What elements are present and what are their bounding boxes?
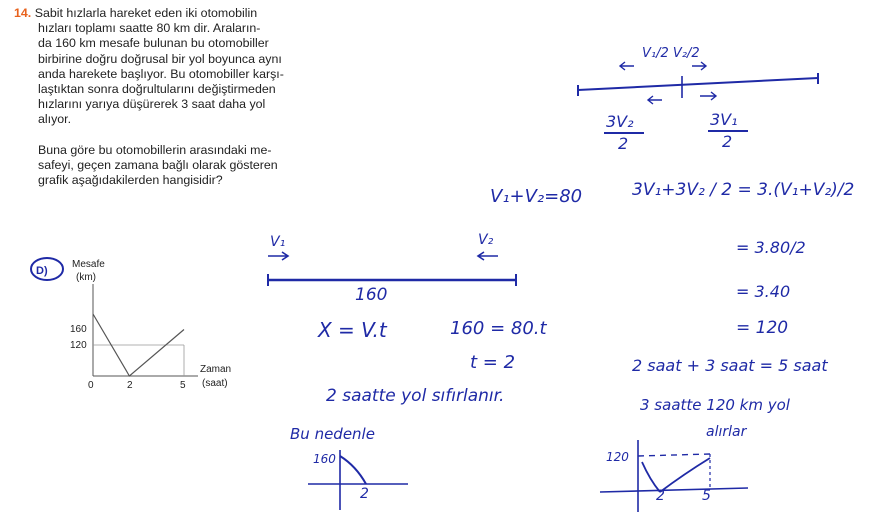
hw-dist-right-den: 2: [722, 132, 733, 151]
question-line-6: laştıktan sonra doğrultularını değiştirmeden: [38, 82, 276, 97]
question-line-3: da 160 km mesafe bulunan bu otomobiller: [38, 36, 269, 51]
question-line-5: anda harekete başlıyor. Bu otomobiller karşı-: [38, 66, 284, 81]
hw-substitution: 160 = 80.t: [450, 318, 547, 339]
x-axis-label: Zaman: [200, 364, 232, 375]
question-line-8: alıyor.: [38, 112, 72, 127]
hw-note-3h-1: 3 saatte 120 km yol: [640, 396, 790, 414]
prompt-line-2: safeyi, geçen zamana bağlı olarak gösteren: [38, 157, 278, 172]
x-axis-unit: (saat): [202, 378, 228, 389]
question-line-4: birbirine doğru doğrusal bir yol boyunca aynı: [38, 51, 282, 66]
hw-dist-left-num: 3V₂: [606, 112, 634, 131]
hw-small-graph-x: 2: [360, 486, 369, 502]
hw-distance-line: [258, 250, 538, 290]
hw-v2: V₂: [478, 232, 494, 248]
prompt-line-1: Buna göre bu otomobillerin arasındaki me-: [38, 142, 272, 157]
question-line-2: hızları toplamı saatte 80 km dir. Araların-: [38, 21, 261, 36]
hw-time-result: t = 2: [470, 352, 516, 373]
y-tick-120: 120: [70, 340, 87, 351]
hw-small-graph-y: 160: [313, 452, 336, 466]
hw-final-graph-x1: 2: [656, 488, 665, 504]
hw-calc-2: = 3.80/2: [736, 238, 806, 257]
question-block: [14, 6, 354, 188]
x-tick-5: 5: [180, 380, 186, 391]
hw-v1: V₁: [270, 234, 286, 250]
hw-half-speeds: V₁/2 V₂/2: [642, 46, 700, 61]
y-axis-label: Mesafe: [72, 259, 105, 270]
hw-note-meet: 2 saatte yol sıfırlanır.: [326, 386, 505, 406]
question-line-7: hızlarını yarıya düşürerek 3 saat daha yol: [38, 97, 266, 112]
hw-final-graph-x2: 5: [702, 488, 711, 504]
hw-calc-1: 3V₁+3V₂ / 2 = 3.(V₁+V₂)/2: [632, 180, 855, 200]
hw-dist-right-num: 3V₁: [710, 110, 738, 129]
x-tick-0: 0: [88, 380, 94, 391]
hw-meeting-line: [572, 58, 832, 108]
hw-dist-left-den: 2: [618, 134, 629, 153]
hw-calc-3: = 3.40: [736, 282, 791, 301]
prompt-line-3: grafik aşağıdakilerden hangisidir?: [38, 173, 223, 188]
option-d-graph: [20, 250, 280, 400]
hw-final-graph-y: 120: [606, 450, 629, 464]
question-line-1: 14. Sabit hızlarla hareket eden iki otomobilin: [14, 6, 258, 20]
y-tick-160: 160: [70, 324, 87, 335]
hw-sum-eq: V₁+V₂=80: [490, 186, 583, 207]
hw-formula: X = V.t: [318, 318, 387, 342]
x-tick-2: 2: [127, 380, 133, 391]
option-d-label: D): [36, 265, 48, 277]
hw-distance-160: 160: [355, 285, 388, 305]
question-number: 14.: [14, 6, 32, 20]
hw-note-3h-2: alırlar: [706, 424, 747, 440]
y-axis-unit: (km): [76, 272, 96, 283]
hw-total-time: 2 saat + 3 saat = 5 saat: [632, 356, 828, 375]
hw-note-reason: Bu nedenle: [290, 425, 375, 443]
hw-calc-4: = 120: [736, 318, 789, 338]
